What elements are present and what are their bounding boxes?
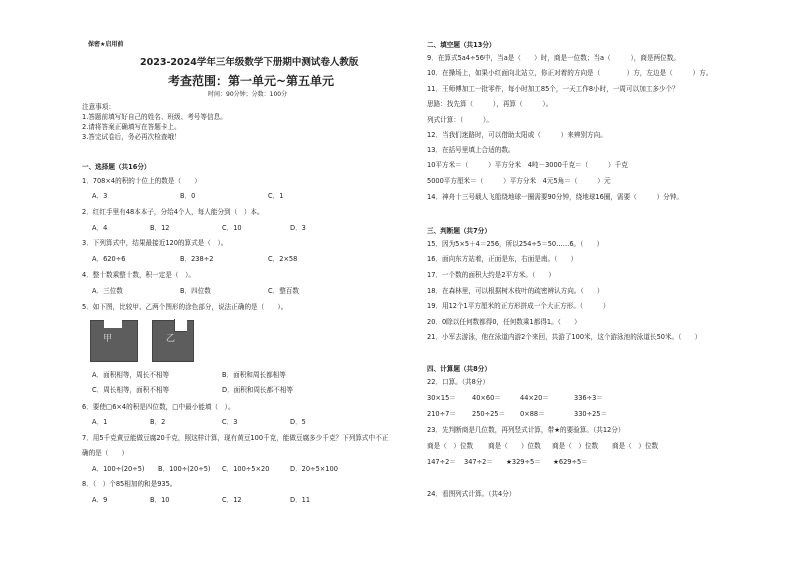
option: D．5 — [290, 418, 306, 426]
question-20: 20．0除以任何数都得0，任何数乘1都得1。（ ） — [427, 318, 581, 326]
option: C．3 — [222, 418, 238, 426]
question-9: 9．在算式5a4÷56中，当a是（ ）时，商是一位数；当a（ ），商是两位数。 — [427, 54, 680, 62]
oral-calc: 336÷3＝ — [574, 394, 603, 402]
question-22: 22．口算。（共8分） — [427, 378, 490, 386]
notes-heading: 注意事项： — [82, 103, 115, 111]
division-expr: 347÷2＝ — [464, 458, 493, 466]
time-score: 时间：90分钟；分数：100分 — [208, 91, 288, 98]
question-11: 11．王师傅加工一批零件，每小时加工85个，一天工作8小时，一周可以加工多少个？ — [427, 85, 679, 93]
oral-calc: 44×20＝ — [520, 394, 549, 402]
quotient-digits: 商是（ ）位数 — [488, 442, 541, 450]
section-choice-heading: 一、选择题（共16分） — [82, 163, 151, 171]
exam-scope: 考查范围：第一单元~第五单元 — [168, 74, 335, 88]
question-2: 2．红红手里有48本本子，分给4个人，每人能分到（ ）本。 — [82, 208, 264, 216]
oral-calc: 210÷7＝ — [427, 410, 456, 418]
exam-title: 2023-2024学年三年级数学下册期中测试卷人教版 — [140, 57, 359, 68]
section-calc-heading: 四、计算题（共8分） — [427, 365, 491, 373]
note-item: 3.答完试卷后，务必再次检查哦！ — [82, 133, 181, 141]
option: B．面积和周长都相等 — [222, 371, 286, 379]
option: B．12 — [150, 224, 170, 232]
option: B．238÷2 — [180, 255, 214, 263]
question-18: 18．在森林里，可以根据树木枝叶的疏密辨认方向。（ ） — [427, 287, 604, 295]
question-17: 17．一个数的面积大约是2平方米。（ ） — [427, 271, 555, 279]
question-19: 19．用12个1平方厘米的正方形拼成一个大正方形。（ ） — [427, 302, 610, 310]
option: A．4 — [92, 224, 108, 232]
option: A．1 — [92, 418, 108, 426]
option: B．10 — [150, 496, 170, 504]
option: B．四位数 — [180, 287, 211, 295]
question-11-thinking: 思路：找先算（ ），再算（ ）。 — [427, 100, 553, 108]
section-fill-heading: 二、填空题（共13分） — [427, 41, 496, 49]
question-14: 14．神舟十三号载人飞船绕地球一圈需要90分钟，绕地球16圈，需要（ ）分钟。 — [427, 193, 683, 201]
question-13-row1: 10平方米＝（ ）平方分米 4吨－3000千克＝（ ）千克 — [427, 161, 628, 169]
oral-calc: 40×60＝ — [472, 394, 501, 402]
option: D．20÷5×100 — [290, 465, 338, 473]
option: A．9 — [92, 496, 108, 504]
quotient-digits: 商是（ ）位数 — [427, 442, 474, 450]
option: A．三位数 — [92, 287, 123, 295]
question-7-cont: 确的是（ ） — [82, 449, 129, 457]
option: C．2×58 — [268, 255, 298, 263]
option: C．1 — [268, 192, 284, 200]
quotient-digits: 商是（ ）位数 — [552, 442, 599, 450]
option: D．3 — [290, 224, 306, 232]
option: D．11 — [290, 496, 311, 504]
question-12: 12．当我们迷路时，可以借助太阳或（ ）来辨别方向。 — [427, 131, 607, 139]
oral-calc: 0×88＝ — [520, 410, 545, 418]
question-10: 10．在操场上，如果小红面向北站立，你正对着的方向是（ ）方，左边是（ ）方。 — [427, 69, 713, 77]
option: B．2 — [150, 418, 166, 426]
note-item: 2.请将答案正确填写在答题卡上。 — [82, 123, 181, 131]
shape-yi-label: 乙 — [166, 334, 176, 344]
option: D．面积和周长都不相等 — [222, 386, 294, 394]
question-15: 15．因为5×5＋4＝256，所以254÷5＝50……6。（ ） — [427, 240, 604, 248]
question-16: 16．面向东方站着，正面是东，右面是南。（ ） — [427, 255, 578, 263]
option: C．整百数 — [268, 287, 299, 295]
question-1: 1．708×4的积的十位上的数是（ ） — [82, 177, 201, 185]
option: C．100÷5×20 — [222, 465, 270, 473]
oral-calc: 250÷25＝ — [472, 410, 506, 418]
question-8: 8．（ ）个85相加的和是935。 — [82, 480, 177, 488]
option: A．面积相等，周长不相等 — [92, 371, 170, 379]
question-23: 23．先判断商是几位数，再列竖式计算，带★的要验算。（共12分） — [427, 426, 625, 434]
question-13-row2: 5000平方厘米＝（ ）平方分米 4元5角＝（ ）元 — [427, 177, 611, 185]
option: C．10 — [222, 224, 242, 232]
option: A．3 — [92, 192, 108, 200]
question-3: 3．下列算式中，结果最接近120的算式是（ ）。 — [82, 239, 228, 247]
division-expr: ★629÷5＝ — [553, 458, 588, 466]
oral-calc: 30×15＝ — [427, 394, 456, 402]
quotient-digits: 商是（ ）位数 — [612, 442, 659, 450]
option: B．100÷(20÷5) — [158, 465, 211, 473]
question-11-formula: 列式计算：（ ）。 — [427, 116, 493, 124]
division-expr: 147÷2＝ — [427, 458, 456, 466]
oral-calc: 330÷25＝ — [574, 410, 608, 418]
question-5: 5．如下图，比较甲、乙两个图形的涂色部分，说法正确的是（ ）。 — [82, 303, 288, 311]
question-6: 6．要使□6×4的积是四位数，□中最小能填（ ）。 — [82, 403, 235, 411]
shape-jia-label: 甲 — [103, 334, 113, 344]
division-expr: ★329÷5＝ — [506, 458, 541, 466]
secret-mark: 保密★启用前 — [88, 41, 124, 48]
option: B．0 — [180, 192, 196, 200]
option: A．620÷6 — [92, 255, 126, 263]
question-13: 13．在括号里填上合适的数。 — [427, 146, 515, 154]
option: C．12 — [222, 496, 242, 504]
question-7: 7．用5千克黄豆能做豆腐20千克，照这样计算，现有黄豆100千克，能做豆腐多少千克？下列算式中不正 — [82, 434, 389, 442]
question-21: 21．小军去游泳，他在泳道内游2个来回，共游了100米，这个游泳池的泳道长50米。（ ） — [427, 333, 702, 341]
note-item: 1.答题前填写好自己的姓名、班级、考号等信息。 — [82, 113, 227, 121]
question-4: 4．整十数乘整十数，积一定是（ ）。 — [82, 271, 195, 279]
question-24: 24．看图列式计算。（共4分） — [427, 490, 516, 498]
section-judge-heading: 三、判断题（共7分） — [427, 227, 491, 235]
option: A．100÷(20÷5) — [92, 465, 145, 473]
option: C．周长相等，面积不相等 — [92, 386, 170, 394]
